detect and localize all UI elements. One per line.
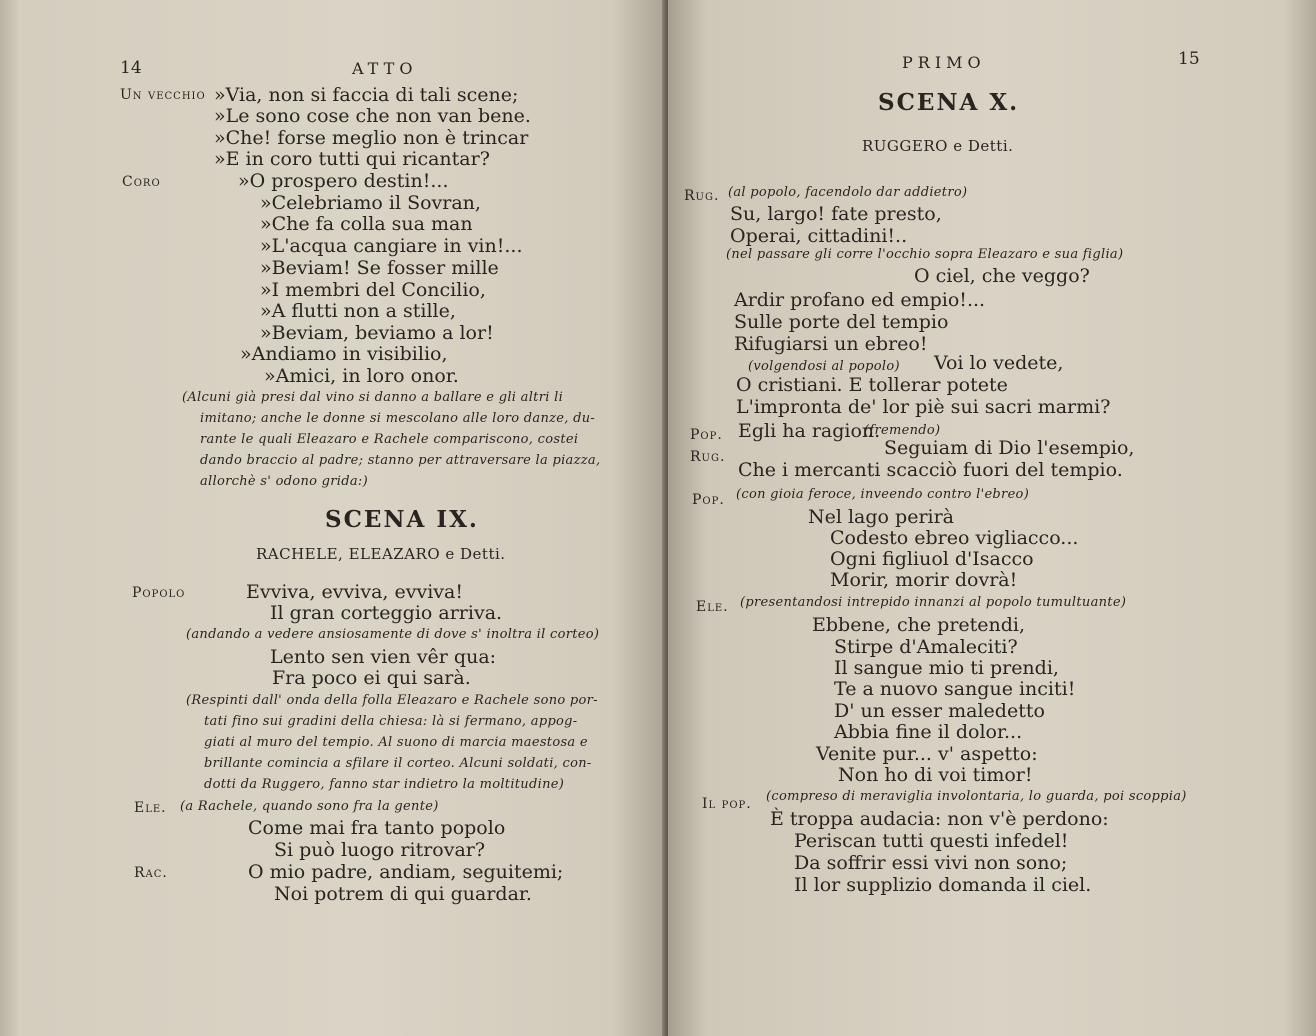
running-header-left: ATTO: [352, 59, 418, 78]
speaker-label: Ele.: [134, 800, 167, 816]
stage-direction: dotti da Ruggero, fanno star indietro la moltitudine): [204, 777, 565, 792]
verse-line: Stirpe d'Amaleciti?: [834, 636, 1018, 658]
verse-line: Il sangue mio ti prendi,: [834, 657, 1059, 679]
stage-direction: (Respinti dall' onda della folla Eleazaro e Rachele sono por-: [186, 693, 598, 708]
verse-line: »O prospero destin!...: [238, 170, 449, 192]
speaker-label: Un vecchio: [120, 87, 206, 103]
speaker-label: Rug.: [684, 188, 720, 204]
verse-line: »Celebriamo il Sovran,: [260, 192, 481, 214]
verse-line: »Amici, in loro onor.: [264, 365, 459, 387]
verse-line: D' un esser maledetto: [834, 700, 1045, 722]
verse-line: Seguiam di Dio l'esempio,: [884, 437, 1135, 459]
verse-line: »L'acqua cangiare in vin!...: [260, 235, 523, 257]
verse-line: Lento sen vien vêr qua:: [270, 646, 497, 668]
verse-line: O ciel, che veggo?: [914, 265, 1090, 287]
verse-line: »Via, non si faccia di tali scene;: [214, 84, 519, 106]
stage-direction: brillante comincia a sfilare il corteo. Alcuni soldati, con-: [204, 756, 592, 771]
scene-cast: RACHELE, ELEAZARO e Detti.: [256, 545, 506, 563]
verse-line: Nel lago perirà: [808, 506, 955, 528]
verse-line: »Le sono cose che non van bene.: [214, 105, 531, 127]
verse-line: Morir, morir dovrà!: [830, 569, 1018, 591]
stage-direction: (al popolo, facendolo dar addietro): [728, 185, 968, 200]
verse-line: Non ho di voi timor!: [838, 764, 1033, 786]
verse-line: Si può luogo ritrovar?: [274, 839, 486, 861]
stage-direction: (con gioia feroce, inveendo contro l'ebreo): [736, 487, 1030, 502]
stage-direction: (a Rachele, quando sono fra la gente): [180, 799, 439, 814]
verse-line: »E in coro tutti qui ricantar?: [214, 148, 490, 170]
verse-line: Come mai fra tanto popolo: [248, 817, 506, 839]
verse-line: Te a nuovo sangue inciti!: [834, 678, 1076, 700]
stage-direction: dando braccio al padre; stanno per attraversare la piazza,: [200, 453, 601, 468]
stage-direction: (compreso di meraviglia involontaria, lo guarda, poi scoppia): [766, 789, 1187, 804]
running-header-right: PRIMO: [902, 53, 986, 72]
verse-line: Voi lo vedete,: [934, 352, 1064, 374]
verse-line: Abbia fine il dolor...: [834, 721, 1023, 743]
speaker-label: Ele.: [696, 599, 729, 615]
verse-line: »I membri del Concilio,: [260, 279, 486, 301]
stage-direction: (Alcuni già presi dal vino si danno a ballare e gli altri li: [182, 390, 564, 405]
verse-line: Codesto ebreo vigliacco...: [830, 527, 1079, 549]
speaker-label: Rug.: [690, 449, 726, 465]
verse-line: »Che fa colla sua man: [260, 213, 473, 235]
verse-line: L'impronta de' lor piè sui sacri marmi?: [736, 396, 1111, 418]
stage-direction: (fremendo): [864, 423, 941, 438]
verse-line: È troppa audacia: non v'è perdono:: [770, 808, 1109, 830]
verse-line: Operai, cittadini!..: [730, 225, 908, 247]
scene-title: SCENA X.: [878, 89, 1020, 116]
verse-line: Il lor supplizio domanda il ciel.: [794, 874, 1092, 896]
verse-line: Ogni figliuol d'Isacco: [830, 548, 1034, 570]
scene-title: SCENA IX.: [325, 506, 479, 533]
verse-line: Noi potrem di qui guardar.: [274, 883, 532, 905]
verse-line: Evviva, evviva, evviva!: [246, 581, 463, 603]
stage-direction: tati fino sui gradini della chiesa: là si fermano, appog-: [204, 714, 578, 729]
verse-line: Il gran corteggio arriva.: [270, 602, 503, 624]
stage-direction: imitano; anche le donne si mescolano alle loro danze, du-: [200, 411, 596, 426]
verse-line: Ardir profano ed empio!...: [734, 289, 986, 311]
speaker-label: Pop.: [692, 492, 725, 508]
verse-line: Rifugiarsi un ebreo!: [734, 333, 928, 355]
verse-line: Su, largo! fate presto,: [730, 203, 942, 225]
verse-line: Sulle porte del tempio: [734, 311, 949, 333]
verse-line: Da soffrir essi vivi non sono;: [794, 852, 1068, 874]
stage-direction: allorchè s' odono grida:): [200, 474, 368, 489]
verse-line: Fra poco ei qui sarà.: [272, 667, 471, 689]
stage-direction: (andando a vedere ansiosamente di dove s' inoltra il corteo): [186, 627, 600, 642]
stage-direction: rante le quali Eleazaro e Rachele compariscono, costei: [200, 432, 579, 447]
stage-direction: (nel passare gli corre l'occhio sopra Eleazaro e sua figlia): [726, 247, 1124, 262]
stage-direction: giati al muro del tempio. Al suono di marcia maestosa e: [204, 735, 588, 750]
stage-direction: (volgendosi al popolo): [748, 359, 900, 374]
verse-line: »Beviam! Se fosser mille: [260, 257, 499, 279]
speaker-label: Coro: [122, 174, 161, 190]
verse-line: Egli ha ragion.: [738, 420, 881, 442]
verse-line: »Andiamo in visibilio,: [240, 343, 448, 365]
speaker-label: Pop.: [690, 427, 723, 443]
page-number-left: 14: [120, 58, 142, 78]
speaker-label: Popolo: [132, 585, 186, 601]
verse-line: O cristiani. E tollerar potete: [736, 374, 1008, 396]
speaker-label: Rac.: [134, 865, 168, 881]
page-number-right: 15: [1178, 49, 1200, 69]
scene-cast: RUGGERO e Detti.: [862, 137, 1014, 155]
verse-line: O mio padre, andiam, seguitemi;: [248, 861, 564, 883]
stage-direction: (presentandosi intrepido innanzi al popolo tumultuante): [740, 595, 1127, 610]
speaker-label: Il pop.: [702, 796, 752, 812]
verse-line: Che i mercanti scacciò fuori del tempio.: [738, 459, 1123, 481]
verse-line: »Beviam, beviamo a lor!: [260, 322, 494, 344]
verse-line: Ebbene, che pretendi,: [812, 614, 1026, 636]
verse-line: Periscan tutti questi infedel!: [794, 830, 1069, 852]
right-page: [668, 0, 1316, 1036]
verse-line: »A flutti non a stille,: [260, 300, 456, 322]
verse-line: »Che! forse meglio non è trincar: [214, 127, 529, 149]
verse-line: Venite pur... v' aspetto:: [816, 743, 1038, 765]
